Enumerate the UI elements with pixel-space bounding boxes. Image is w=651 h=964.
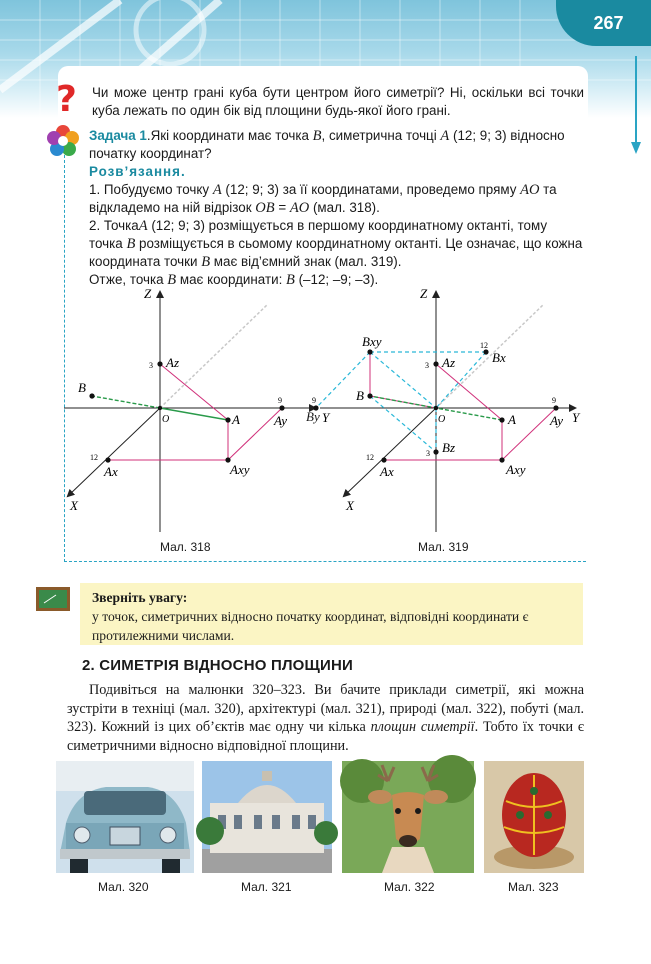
projection-lines (108, 364, 282, 460)
fig318-tick-12: 12 (90, 453, 98, 462)
segment-ao (160, 408, 228, 420)
fig319-label-y: Y (572, 410, 580, 425)
origin-point (158, 406, 162, 410)
fig319-label-bz: Bz (442, 440, 455, 455)
point-b (367, 393, 372, 398)
task-label: Задача 1 (89, 128, 147, 143)
question-mark-icon: ? (56, 79, 77, 120)
fig319-caption: Мал. 319 (418, 540, 469, 554)
solution-step-1: 1. Побудуємо точку A (12; 9; 3) за її координатами, проведемо пряму AO та відкладемо на ній відрізок OB = AO (мал. 318). (89, 182, 557, 216)
fig319-label-o: O (438, 414, 446, 425)
origin-point (434, 406, 438, 410)
fig318-caption: Мал. 318 (160, 540, 211, 554)
question-text: Чи може центр грані куба бути центром його симетрії? Ні, оскільки всі точки куба лежать по один бік від площини будь-якої його грані. (92, 85, 584, 118)
fig319-tick-12: 12 (366, 453, 374, 462)
solution-conclusion: Отже, точка B має координати: B (–12; –9; –3). (89, 272, 379, 288)
point-ax (105, 457, 110, 462)
photo-deer (342, 761, 474, 873)
point-bz (433, 449, 438, 454)
fig319-tick-neg12: 12 (480, 341, 488, 350)
point-ax (381, 457, 386, 462)
point-a (499, 417, 504, 422)
section-body: Подивіться на малюнки 320–323. Ви бачите приклади симетрії, які можна зустріти в техніці (мал. 320), архітектурі (мал. 321), природі (мал. 322), побуті (мал. 323). Кожний із цих об’єктів має одну чи кілька площин симетрії. Тобто їх точки є симетричними відносно відповідної площини. (67, 682, 584, 754)
fig319-label-az: Az (442, 355, 455, 370)
fig319-label-bxy: Bxy (362, 334, 382, 349)
fig318-label-b: B (78, 380, 86, 395)
fig318-label-ax: Ax (104, 464, 118, 479)
fig318-label-axy: Axy (230, 462, 250, 477)
point-bx (483, 349, 488, 354)
fig319-label-bx: Bx (492, 350, 506, 365)
attention-title: Зверніть увагу: (92, 590, 188, 605)
fig318-label-z: Z (144, 286, 152, 301)
section-title: 2. СИМЕТРІЯ ВІДНОСНО ПЛОЩИНИ (82, 657, 354, 674)
photo-caption-323: Мал. 323 (508, 880, 559, 894)
photo-caption-322: Мал. 322 (384, 880, 435, 894)
fig319-label-b: B (356, 388, 364, 403)
fig319-label-x: X (346, 498, 354, 513)
solution-label: Розв’язання. (89, 164, 186, 179)
point-axy (499, 457, 504, 462)
fig319-tick-3: 3 (425, 361, 429, 370)
fig318-tick-9: 9 (278, 396, 282, 405)
x-axis (68, 408, 160, 496)
segment-ob (92, 396, 160, 408)
fig318-label-x: X (70, 498, 78, 513)
task-block (89, 127, 584, 289)
x-axis (344, 408, 436, 496)
photo-building (202, 761, 332, 873)
figure-318 (60, 282, 330, 532)
fig318-label-a: A (232, 412, 240, 427)
fig319-label-by: By (306, 409, 320, 424)
solution-step-2: 2. ТочкаA (12; 9; 3) розміщується в першому координатному октанті, тому точка B розміщується в сьомому координатному октанті. Це означає, що кожна координата точки B має від’ємний знак (мал. 319). (89, 218, 583, 270)
fig318-label-ay: Ay (274, 413, 287, 428)
photo-car (56, 761, 194, 873)
point-az (157, 361, 162, 366)
flower-icon (46, 124, 80, 158)
fig318-tick-3: 3 (149, 361, 153, 370)
fig319-tick-neg3: 3 (426, 449, 430, 458)
fig319-tick-9: 9 (552, 396, 556, 405)
fig318-label-az: Az (166, 355, 179, 370)
point-b (89, 393, 94, 398)
fig319-label-axy: Axy (506, 462, 526, 477)
point-a (225, 417, 230, 422)
fig319-label-ay: Ay (550, 413, 563, 428)
point-az (433, 361, 438, 366)
attention-text: у точок, симетричних відносно початку координат, відповідні координати є протилежними числами. (92, 609, 529, 643)
fig319-label-ax: Ax (380, 464, 394, 479)
chalkboard-icon (36, 587, 70, 611)
photo-caption-320: Мал. 320 (98, 880, 149, 894)
projection-lines-a (384, 364, 556, 460)
photo-caption-321: Мал. 321 (241, 880, 292, 894)
point-bxy (367, 349, 372, 354)
photo-egg (484, 761, 584, 873)
page-number: 267 (593, 12, 624, 33)
point-ay (279, 405, 284, 410)
down-arrow-icon (630, 56, 642, 156)
fig319-tick-neg9: 9 (312, 396, 316, 405)
fig318-label-o: O (162, 414, 170, 425)
point-ay (553, 405, 558, 410)
fig318-label-y: Y (322, 410, 330, 425)
task-statement: Задача 1.Які координати має точка B, симетрична точці A (12; 9; 3) відносно початку координат? (89, 128, 565, 161)
fig319-label-z: Z (420, 286, 428, 301)
fig319-label-a: A (508, 412, 516, 427)
